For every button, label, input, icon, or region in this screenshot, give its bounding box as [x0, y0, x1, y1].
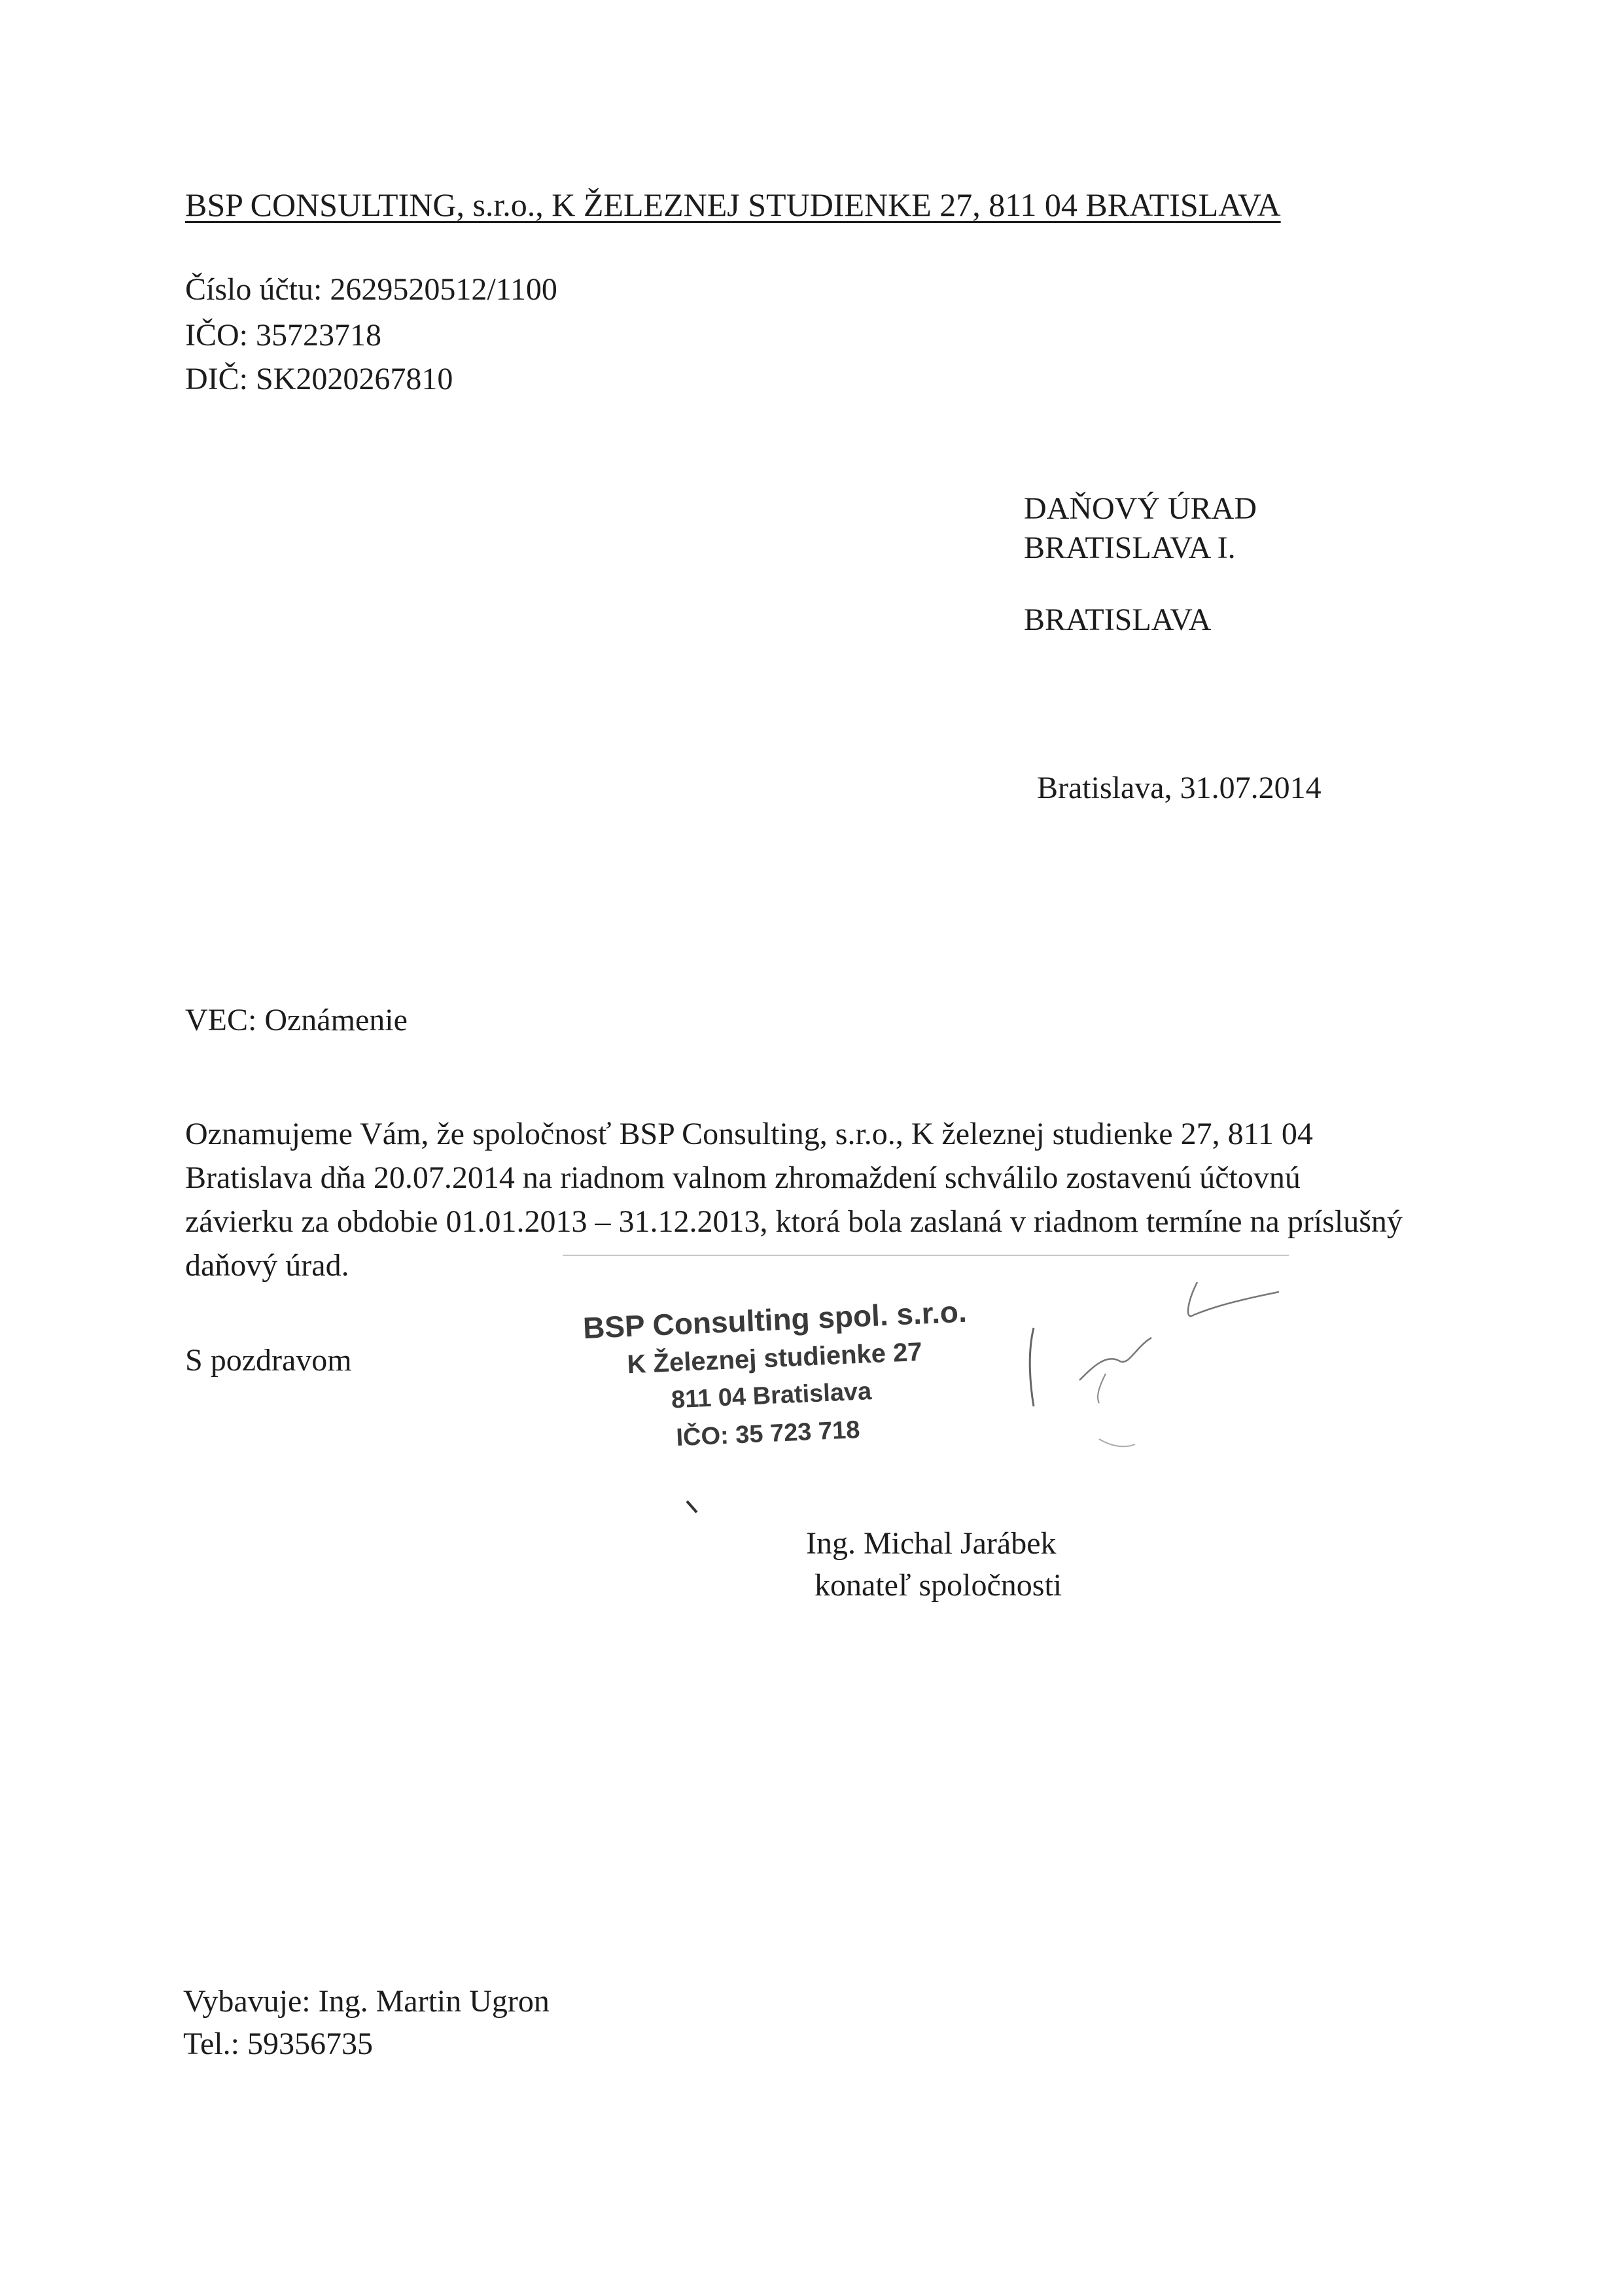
- handled-by: Vybavuje: Ing. Martin Ugron: [183, 1984, 550, 2019]
- recipient-line1: DAŇOVÝ ÚRAD: [1024, 491, 1257, 526]
- dic-number: DIČ: SK2020267810: [185, 362, 453, 396]
- body-line: Bratislava dňa 20.07.2014 na riadnom valnom zhromaždení schválilo zostavenú účtovnú: [185, 1160, 1301, 1195]
- stamp-company: BSP Consulting spol. s.r.o.: [582, 1294, 968, 1346]
- signatory-title: konateľ spoločnosti: [815, 1568, 1062, 1603]
- letter-date: Bratislava, 31.07.2014: [1037, 771, 1322, 805]
- stamp-city: 811 04 Bratislava: [671, 1378, 873, 1414]
- ico-number: IČO: 35723718: [185, 318, 381, 353]
- body-line: závierku za obdobie 01.01.2013 – 31.12.2013, ktorá bola zaslaná v riadnom termíne na príslušný: [185, 1204, 1403, 1239]
- handwritten-signature: [1021, 1276, 1308, 1472]
- subject-line: VEC: Oznámenie: [185, 1003, 408, 1037]
- account-number: Číslo účtu: 2629520512/1100: [185, 272, 557, 307]
- stamp-ico: IČO: 35 723 718: [675, 1416, 861, 1452]
- signatory-name: Ing. Michal Jarábek: [806, 1526, 1057, 1561]
- ink-mark: [684, 1498, 710, 1524]
- recipient-city: BRATISLAVA: [1024, 602, 1212, 637]
- body-line: Oznamujeme Vám, že spoločnosť BSP Consulting, s.r.o., K železnej studienke 27, 811 04: [185, 1117, 1313, 1151]
- recipient-line2: BRATISLAVA I.: [1024, 531, 1236, 565]
- letterhead: BSP CONSULTING, s.r.o., K ŽELEZNEJ STUDIENKE 27, 811 04 BRATISLAVA: [185, 186, 1281, 223]
- greeting: S pozdravom: [185, 1343, 352, 1378]
- letter-body: [185, 1112, 1467, 1287]
- signature-rule: [563, 1253, 1295, 1259]
- phone-number: Tel.: 59356735: [183, 2026, 373, 2061]
- stamp-street: K Železnej studienke 27: [626, 1337, 923, 1380]
- body-line: daňový úrad.: [185, 1248, 349, 1283]
